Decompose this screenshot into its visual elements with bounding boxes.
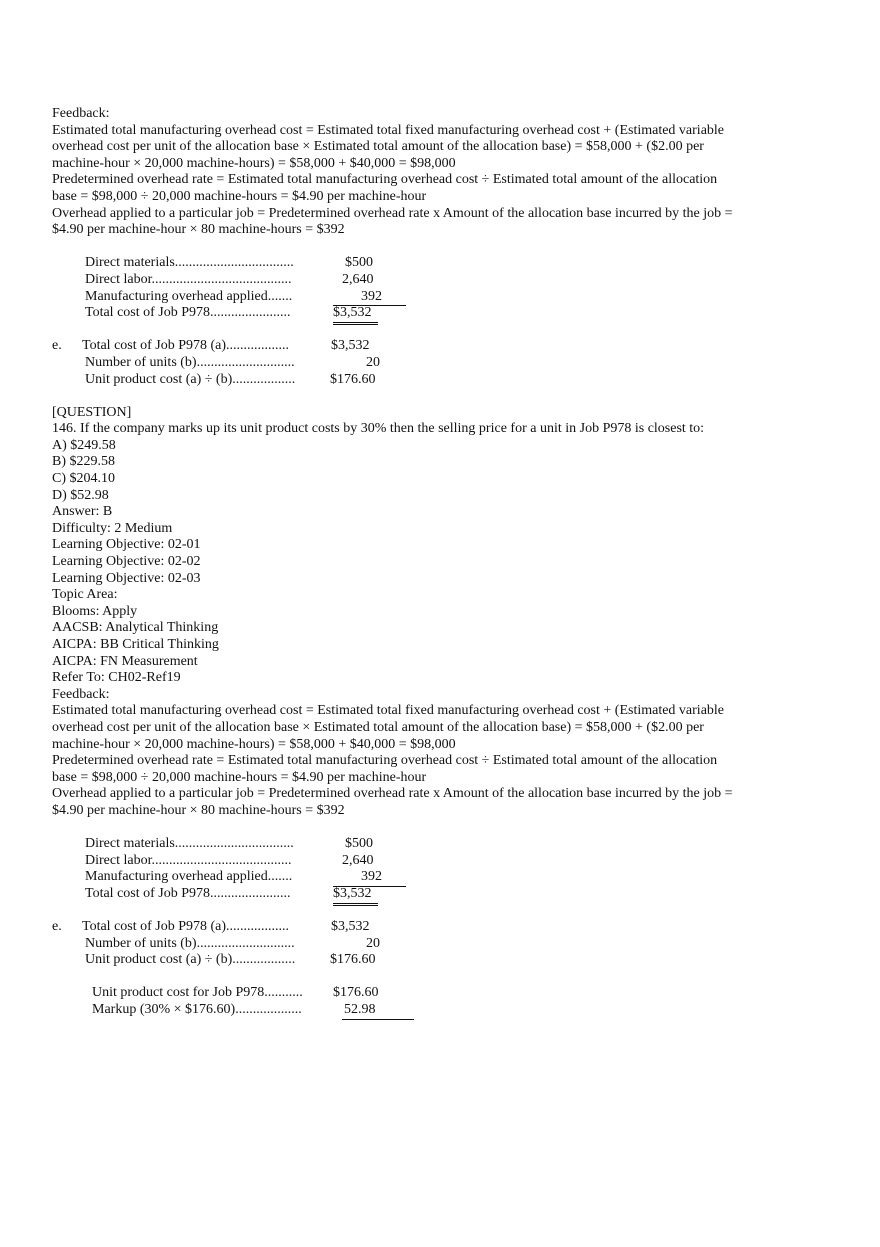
difficulty: Difficulty: 2 Medium bbox=[52, 520, 173, 536]
markup-table bbox=[52, 985, 762, 1018]
row-label: Total cost of Job P978....................... bbox=[85, 305, 291, 321]
row-value: 2,640 bbox=[342, 852, 374, 868]
feedback-line: $4.90 per machine-hour × 80 machine-hours = $392 bbox=[52, 222, 345, 238]
feedback-section-1 bbox=[52, 106, 762, 239]
row-label: Unit product cost (a) ÷ (b).................. bbox=[85, 952, 296, 968]
option-d: D) $52.98 bbox=[52, 487, 109, 503]
unit-table-1 bbox=[52, 338, 762, 388]
row-value: $3,532 bbox=[331, 338, 370, 354]
feedback-line: overhead cost per unit of the allocation base × Estimated total amount of the allocation base) = $58,000 + ($2.00 per bbox=[52, 139, 704, 155]
table-row bbox=[52, 952, 762, 969]
table-row bbox=[52, 919, 762, 936]
feedback-line: Predetermined overhead rate = Estimated total manufacturing overhead cost ÷ Estimated total amount of the allocation bbox=[52, 753, 718, 769]
question-tag: [QUESTION] bbox=[52, 404, 132, 420]
unit-table-2 bbox=[52, 919, 762, 969]
row-value: $500 bbox=[345, 255, 373, 271]
option-c: C) $204.10 bbox=[52, 471, 115, 487]
table-row bbox=[52, 338, 762, 355]
cost-table-1 bbox=[52, 255, 762, 321]
table-row bbox=[52, 936, 762, 953]
row-label: Manufacturing overhead applied....... bbox=[85, 869, 293, 885]
row-value: $3,532 bbox=[333, 886, 378, 906]
row-label: Number of units (b)............................ bbox=[85, 935, 295, 951]
cost-table-2 bbox=[52, 836, 762, 902]
feedback-line: Estimated total manufacturing overhead cost = Estimated total fixed manufacturing overhead cost + (Estimated variable bbox=[52, 122, 725, 138]
item-letter: e. bbox=[52, 338, 62, 354]
table-row bbox=[52, 985, 762, 1002]
answer: Answer: B bbox=[52, 504, 113, 520]
learning-objective: Learning Objective: 02-01 bbox=[52, 537, 201, 553]
row-value: 2,640 bbox=[342, 271, 374, 287]
question-text: 146. If the company marks up its unit product costs by 30% then the selling price for a unit in Job P978 is closest to: bbox=[52, 421, 705, 437]
row-value: 392 bbox=[333, 289, 406, 307]
aicpa: AICPA: BB Critical Thinking bbox=[52, 637, 219, 652]
table-row bbox=[52, 886, 762, 903]
table-row bbox=[52, 372, 762, 389]
blooms: Blooms: Apply bbox=[52, 603, 138, 619]
feedback-line: $4.90 per machine-hour × 80 machine-hours = $392 bbox=[52, 802, 345, 818]
row-label: Unit product cost for Job P978........... bbox=[92, 985, 303, 1001]
feedback-heading: Feedback: bbox=[52, 686, 110, 702]
question-section bbox=[52, 405, 762, 687]
item-letter: e. bbox=[52, 919, 62, 935]
row-label: Unit product cost (a) ÷ (b).................. bbox=[85, 371, 296, 387]
learning-objective: Learning Objective: 02-02 bbox=[52, 554, 201, 570]
row-value: 392 bbox=[333, 869, 406, 887]
feedback-line: overhead cost per unit of the allocation base × Estimated total amount of the allocation base) = $58,000 + ($2.00 per bbox=[52, 719, 704, 735]
aicpa: AICPA: FN Measurement bbox=[52, 653, 198, 669]
row-label: Direct labor........................................ bbox=[85, 271, 292, 287]
row-label: Direct materials.................................. bbox=[85, 836, 294, 852]
table-row bbox=[52, 853, 762, 870]
row-label: Total cost of Job P978 (a).................. bbox=[82, 919, 290, 935]
table-row bbox=[52, 255, 762, 272]
table-row bbox=[52, 305, 762, 322]
table-row bbox=[52, 289, 762, 306]
row-value: $176.60 bbox=[330, 952, 376, 968]
row-value: $3,532 bbox=[331, 919, 370, 935]
refer-to: Refer To: CH02-Ref19 bbox=[52, 670, 181, 686]
row-value: $500 bbox=[345, 836, 373, 852]
feedback-section-2 bbox=[52, 687, 762, 820]
option-a: A) $249.58 bbox=[52, 437, 116, 453]
feedback-heading: Feedback: bbox=[52, 106, 110, 121]
table-row bbox=[52, 355, 762, 372]
row-value: $176.60 bbox=[330, 371, 376, 387]
row-label: Total cost of Job P978....................... bbox=[85, 885, 291, 901]
aacsb: AACSB: Analytical Thinking bbox=[52, 620, 219, 636]
row-label: Markup (30% × $176.60)................... bbox=[92, 1002, 302, 1018]
row-value: 20 bbox=[366, 935, 380, 951]
feedback-line: machine-hour × 20,000 machine-hours) = $58,000 + $40,000 = $98,000 bbox=[52, 155, 456, 171]
row-value: 20 bbox=[366, 354, 380, 370]
row-label: Manufacturing overhead applied....... bbox=[85, 288, 293, 304]
feedback-line: Overhead applied to a particular job = Predetermined overhead rate x Amount of the allocation base incurred by the job = bbox=[52, 786, 733, 802]
feedback-line: base = $98,000 ÷ 20,000 machine-hours = $4.90 per machine-hour bbox=[52, 188, 427, 204]
feedback-line: Estimated total manufacturing overhead cost = Estimated total fixed manufacturing overhead cost + (Estimated variable bbox=[52, 703, 725, 719]
row-value: $176.60 bbox=[333, 985, 379, 1001]
table-row bbox=[52, 272, 762, 289]
row-label: Total cost of Job P978 (a).................. bbox=[82, 338, 290, 354]
row-label: Number of units (b)............................ bbox=[85, 354, 295, 370]
feedback-line: Predetermined overhead rate = Estimated total manufacturing overhead cost ÷ Estimated total amount of the allocation bbox=[52, 172, 718, 188]
row-label: Direct labor........................................ bbox=[85, 852, 292, 868]
table-row bbox=[52, 869, 762, 886]
document-page bbox=[52, 106, 762, 1019]
feedback-line: machine-hour × 20,000 machine-hours) = $58,000 + $40,000 = $98,000 bbox=[52, 736, 456, 752]
topic-area: Topic Area: bbox=[52, 587, 118, 603]
row-label: Direct materials.................................. bbox=[85, 255, 294, 271]
row-value: $3,532 bbox=[333, 305, 378, 325]
feedback-line: base = $98,000 ÷ 20,000 machine-hours = $4.90 per machine-hour bbox=[52, 769, 427, 785]
learning-objective: Learning Objective: 02-03 bbox=[52, 570, 201, 586]
option-b: B) $229.58 bbox=[52, 454, 115, 470]
feedback-line: Overhead applied to a particular job = Predetermined overhead rate x Amount of the allocation base incurred by the job = bbox=[52, 205, 733, 221]
table-row bbox=[52, 836, 762, 853]
row-value: 52.98 bbox=[342, 1002, 414, 1020]
table-row bbox=[52, 1002, 762, 1019]
